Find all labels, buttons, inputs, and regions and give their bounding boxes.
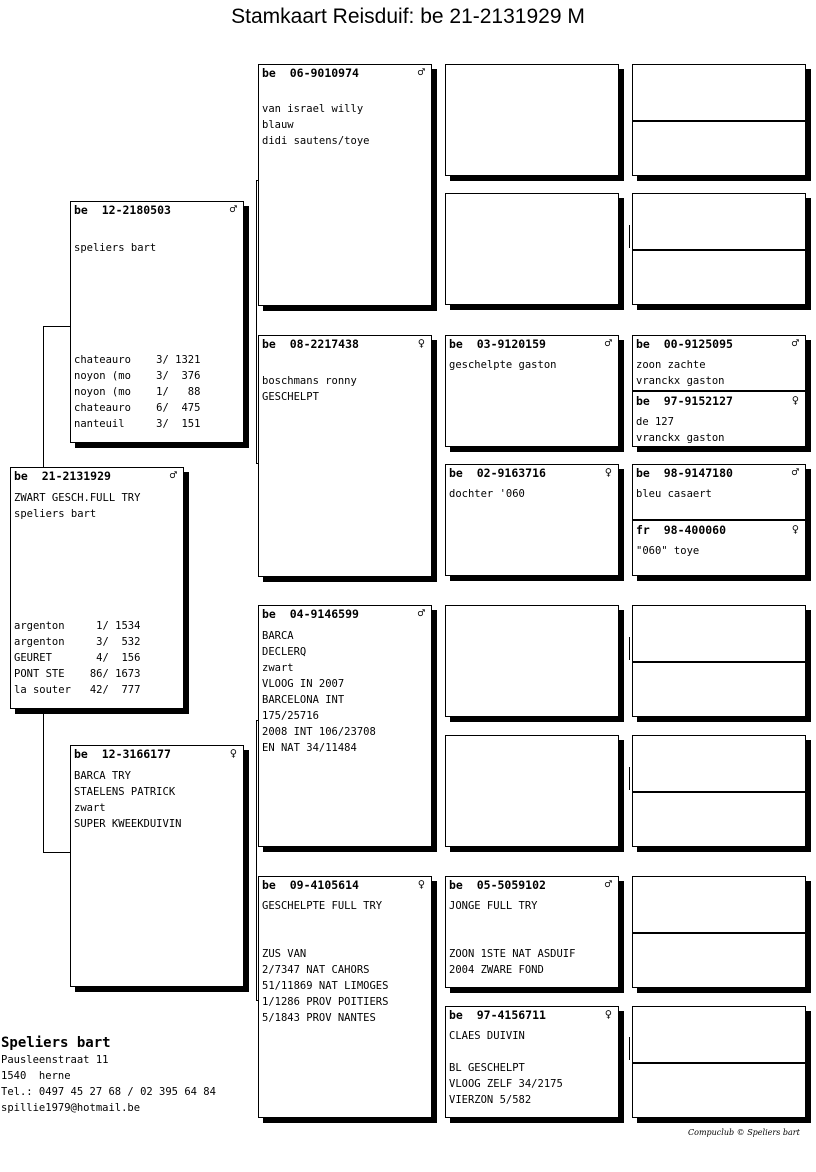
pigeon-card-father — [70, 201, 244, 443]
card-line: 175/25716 — [262, 710, 319, 722]
card-line: vranckx gaston — [636, 432, 725, 444]
card-line: DECLERQ — [262, 646, 307, 658]
card-line: vranckx gaston — [636, 375, 725, 387]
connector-line — [43, 326, 70, 327]
female-icon: ♀ — [604, 465, 612, 479]
card-line: 51/11869 NAT LIMOGES — [262, 980, 389, 992]
pigeon-card-main — [10, 467, 184, 709]
card-line: van israel willy — [262, 103, 364, 115]
male-icon: ♂ — [604, 336, 612, 350]
male-icon: ♂ — [169, 468, 177, 482]
female-icon: ♀ — [229, 746, 237, 760]
card-line: chateauro 6/ 475 — [74, 402, 201, 414]
card-line: 5/1843 PROV NANTES — [262, 1012, 376, 1024]
card-divider — [633, 661, 805, 663]
connector-line — [256, 720, 257, 1000]
card-line: zwart — [262, 662, 294, 674]
male-icon: ♂ — [229, 202, 237, 216]
card-line: JONGE FULL TRY — [449, 900, 538, 912]
pigeon-card-ff — [258, 64, 432, 306]
card-header: be 04-9146599 — [262, 607, 359, 621]
card-line: dochter '060 — [449, 488, 525, 500]
pigeon-card-empty — [632, 735, 806, 847]
pigeon-card-empty — [445, 605, 619, 717]
card-line: noyon (mo 1/ 88 — [74, 386, 201, 398]
pigeon-card-empty — [632, 193, 806, 305]
card-line: VIERZON 5/582 — [449, 1094, 532, 1106]
pigeon-card-mother — [70, 745, 244, 987]
card-line: nanteuil 3/ 151 — [74, 418, 201, 430]
card-header: be 98-9147180 — [636, 466, 733, 480]
card-line: "060" toye — [636, 545, 700, 557]
female-icon: ♀ — [791, 522, 799, 536]
card-line: 1/1286 PROV POITIERS — [262, 996, 389, 1008]
connector-line — [43, 852, 70, 853]
male-icon: ♂ — [417, 606, 425, 620]
card-header: be 12-2180503 — [74, 203, 171, 217]
card-line: argenton 1/ 1534 — [14, 620, 141, 632]
card-line: BARCA TRY — [74, 770, 131, 782]
connector-line — [43, 326, 44, 469]
pigeon-card-pair-fmm — [632, 464, 806, 576]
card-line: VLOOG ZELF 34/2175 — [449, 1078, 563, 1090]
card-header: be 02-9163716 — [449, 466, 546, 480]
card-line: ZOON 1STE NAT ASDUIF — [449, 948, 576, 960]
page-title: Stamkaart Reisduif: be 21-2131929 M — [231, 5, 585, 28]
female-icon: ♀ — [417, 336, 425, 350]
card-line: speliers bart — [74, 242, 157, 254]
card-header: be 09-4105614 — [262, 878, 359, 892]
pigeon-card-fmf — [445, 335, 619, 447]
card-header: be 05-5059102 — [449, 878, 546, 892]
owner-street: Pausleenstraat 11 — [1, 1054, 109, 1066]
card-line: noyon (mo 3/ 376 — [74, 370, 201, 382]
connector-line — [629, 637, 630, 660]
card-line: BARCA — [262, 630, 294, 642]
card-header: be 12-3166177 — [74, 747, 171, 761]
connector-line — [629, 225, 630, 248]
card-header: be 97-9152127 — [636, 394, 733, 408]
card-divider — [633, 120, 805, 122]
pigeon-card-empty — [445, 193, 619, 305]
male-icon: ♂ — [604, 877, 612, 891]
card-line: bleu casaert — [636, 488, 712, 500]
card-line: ZUS VAN — [262, 948, 307, 960]
pigeon-card-empty — [632, 876, 806, 988]
pigeon-card-pair-fmf — [632, 335, 806, 447]
card-line: GEURET 4/ 156 — [14, 652, 141, 664]
owner-phone: Tel.: 0497 45 27 68 / 02 395 64 84 — [1, 1086, 216, 1098]
connector-line — [629, 1037, 630, 1060]
female-icon: ♀ — [417, 877, 425, 891]
card-line: GESCHELPTE FULL TRY — [262, 900, 383, 912]
owner-email: spillie1979@hotmail.be — [1, 1102, 141, 1114]
card-line: BL GESCHELPT — [449, 1062, 525, 1074]
card-header: be 03-9120159 — [449, 337, 546, 351]
pigeon-card-mm — [258, 876, 432, 1118]
card-line: SUPER KWEEKDUIVIN — [74, 818, 182, 830]
pigeon-card-mmm — [445, 1006, 619, 1118]
card-line: geschelpte gaston — [449, 359, 557, 371]
card-header: be 08-2217438 — [262, 337, 359, 351]
pigeon-card-fm — [258, 335, 432, 577]
card-line: argenton 3/ 532 — [14, 636, 141, 648]
pigeon-card-empty — [632, 605, 806, 717]
male-icon: ♂ — [417, 65, 425, 79]
card-line: STAELENS PATRICK — [74, 786, 176, 798]
male-icon: ♂ — [791, 336, 799, 350]
card-header: fr 98-400060 — [636, 523, 727, 537]
card-line: speliers bart — [14, 508, 97, 520]
connector-line — [256, 180, 257, 463]
pigeon-card-fmm — [445, 464, 619, 576]
pigeon-card-empty — [445, 64, 619, 176]
pigeon-card-empty — [445, 735, 619, 847]
card-line: didi sautens/toye — [262, 135, 370, 147]
card-divider — [633, 390, 805, 392]
card-divider — [633, 519, 805, 521]
card-header: be 00-9125095 — [636, 337, 733, 351]
card-line: ZWART GESCH.FULL TRY — [14, 492, 141, 504]
card-line: VLOOG IN 2007 — [262, 678, 345, 690]
card-header: be 21-2131929 — [14, 469, 111, 483]
connector-line — [629, 767, 630, 790]
card-line: de 127 — [636, 416, 674, 428]
card-line: 2004 ZWARE FOND — [449, 964, 544, 976]
footer-credit: Compuclub © Speliers bart — [688, 1128, 800, 1137]
card-line: 2008 INT 106/23708 — [262, 726, 376, 738]
owner-info — [1, 1034, 216, 1116]
male-icon: ♂ — [791, 465, 799, 479]
card-header: be 06-9010974 — [262, 66, 359, 80]
pigeon-card-mf — [258, 605, 432, 847]
female-icon: ♀ — [791, 393, 799, 407]
female-icon: ♀ — [604, 1007, 612, 1021]
card-line: zoon zachte — [636, 359, 706, 371]
pigeon-card-empty — [632, 64, 806, 176]
card-line: chateauro 3/ 1321 — [74, 354, 201, 366]
card-line: 2/7347 NAT CAHORS — [262, 964, 370, 976]
connector-line — [43, 712, 44, 852]
owner-city: 1540 herne — [1, 1070, 71, 1082]
pigeon-card-mmf — [445, 876, 619, 988]
card-line: blauw — [262, 119, 294, 131]
card-line: zwart — [74, 802, 106, 814]
card-line: BARCELONA INT — [262, 694, 345, 706]
card-divider — [633, 932, 805, 934]
card-line: CLAES DUIVIN — [449, 1030, 525, 1042]
card-line: EN NAT 34/11484 — [262, 742, 357, 754]
card-line: la souter 42/ 777 — [14, 684, 141, 696]
card-header: be 97-4156711 — [449, 1008, 546, 1022]
card-divider — [633, 791, 805, 793]
card-line: PONT STE 86/ 1673 — [14, 668, 141, 680]
card-divider — [633, 1062, 805, 1064]
card-line: boschmans ronny — [262, 375, 357, 387]
card-line: GESCHELPT — [262, 391, 319, 403]
owner-name: Speliers bart — [1, 1035, 111, 1051]
card-divider — [633, 249, 805, 251]
pigeon-card-empty — [632, 1006, 806, 1118]
